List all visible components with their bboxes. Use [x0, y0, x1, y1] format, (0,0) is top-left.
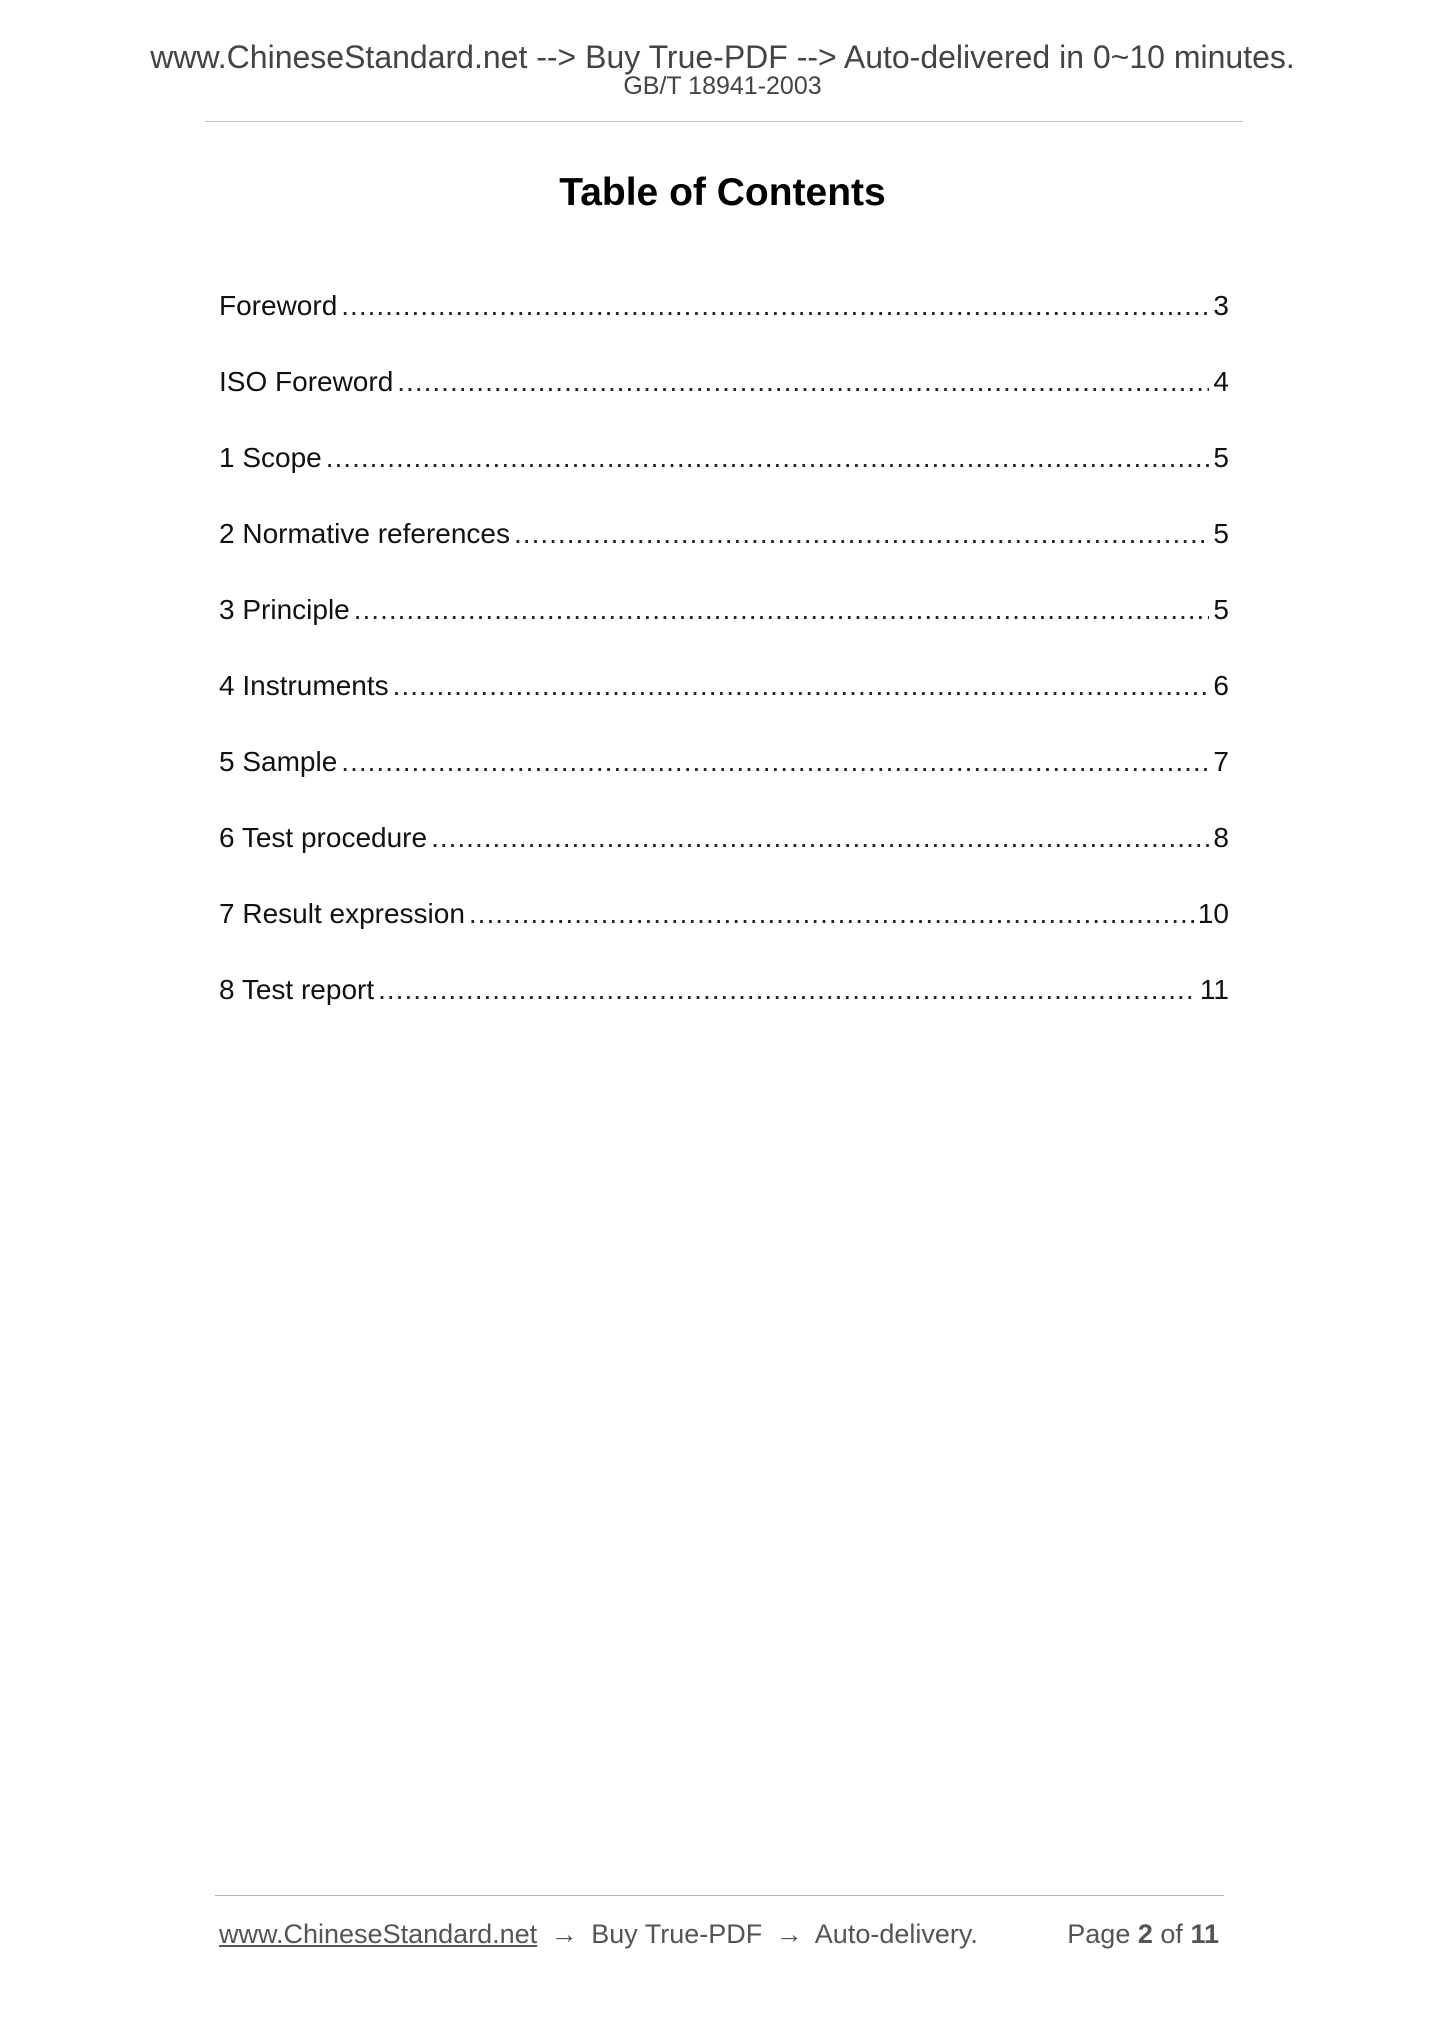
header-divider [205, 121, 1243, 122]
of-word: of [1160, 1919, 1183, 1949]
current-page-number: 2 [1137, 1919, 1153, 1949]
toc-leader-dots [397, 362, 1209, 402]
page-footer [219, 1916, 1229, 1956]
toc-entry-label: 2 Normative references [219, 518, 511, 549]
toc-entry-instruments[interactable] [219, 666, 1229, 742]
toc-leader-dots [469, 894, 1194, 934]
arrow-right-icon: → [550, 1919, 578, 1949]
toc-entry-label: 8 Test report [219, 974, 375, 1005]
toc-entry-label: 6 Test procedure [219, 822, 428, 853]
toc-entry-page: 6 [1213, 670, 1229, 701]
toc-entry-label: 3 Principle [219, 594, 350, 625]
toc-leader-dots [514, 514, 1209, 554]
page-indicator [1067, 1916, 1219, 1952]
toc-list [219, 286, 1229, 1046]
footer-divider [215, 1895, 1224, 1896]
footer-buy-text: Buy True-PDF [591, 1919, 763, 1949]
page-word: Page [1067, 1919, 1131, 1949]
toc-leader-dots [341, 286, 1209, 326]
toc-entry-principle[interactable] [219, 590, 1229, 666]
footer-delivery-text: Auto-delivery. [814, 1919, 978, 1949]
footer-site-link[interactable]: www.ChineseStandard.net [219, 1919, 538, 1949]
toc-entry-label: 4 Instruments [219, 670, 389, 701]
toc-leader-dots [431, 818, 1209, 858]
toc-leader-dots [341, 742, 1209, 782]
toc-entry-scope[interactable] [219, 438, 1229, 514]
toc-leader-dots [378, 970, 1196, 1010]
toc-entry-page: 5 [1213, 442, 1229, 473]
toc-entry-normative-references[interactable] [219, 514, 1229, 590]
toc-entry-page: 5 [1213, 594, 1229, 625]
toc-leader-dots [326, 438, 1210, 478]
total-pages-number: 11 [1190, 1919, 1219, 1949]
header-banner: www.ChineseStandard.net --> Buy True-PDF --> Auto-delivered in 0~10 minutes. [150, 39, 1295, 75]
toc-entry-foreword[interactable] [219, 286, 1229, 362]
toc-leader-dots [354, 590, 1210, 630]
toc-entry-page: 8 [1213, 822, 1229, 853]
toc-entry-result-expression[interactable] [219, 894, 1229, 970]
toc-entry-page: 11 [1199, 974, 1229, 1005]
toc-leader-dots [393, 666, 1210, 706]
arrow-right-icon: → [775, 1919, 803, 1949]
toc-entry-page: 10 [1197, 898, 1229, 929]
document-number: GB/T 18941-2003 [623, 72, 822, 100]
toc-entry-iso-foreword[interactable] [219, 362, 1229, 438]
toc-entry-label: 7 Result expression [219, 898, 465, 929]
toc-entry-page: 3 [1213, 290, 1229, 321]
toc-title: Table of Contents [559, 171, 886, 214]
toc-entry-label: 5 Sample [219, 746, 338, 777]
toc-entry-test-procedure[interactable] [219, 818, 1229, 894]
toc-entry-test-report[interactable] [219, 970, 1229, 1046]
toc-entry-label: 1 Scope [219, 442, 322, 473]
toc-entry-page: 5 [1213, 518, 1229, 549]
toc-entry-sample[interactable] [219, 742, 1229, 818]
toc-entry-page: 7 [1213, 746, 1229, 777]
toc-entry-label: ISO Foreword [219, 366, 394, 397]
toc-entry-page: 4 [1213, 366, 1229, 397]
toc-entry-label: Foreword [219, 290, 338, 321]
